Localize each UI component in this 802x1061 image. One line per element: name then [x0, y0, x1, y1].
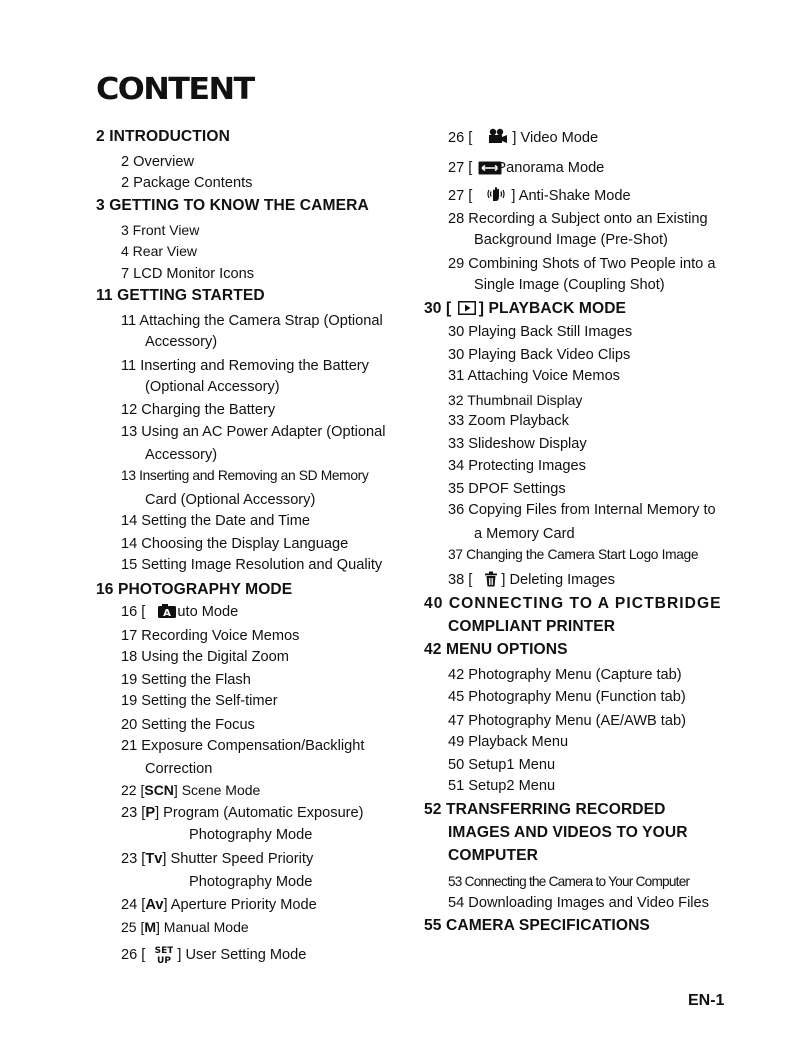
- entry-prefix: 22 [: [121, 782, 145, 798]
- toc-entry[interactable]: 13 Inserting and Removing an SD Memory: [121, 468, 369, 483]
- toc-entry[interactable]: 36 Copying Files from Internal Memory to: [448, 502, 716, 518]
- entry-prefix: 23 [: [121, 805, 146, 821]
- toc-entry[interactable]: [448, 157, 604, 179]
- toc-entry[interactable]: 14 Setting the Date and Time: [121, 513, 311, 529]
- page-title: CONTENT: [96, 72, 254, 107]
- entry-prefix: 26 [: [121, 947, 146, 963]
- entry-prefix: 23 [: [121, 851, 146, 867]
- toc-section[interactable]: [424, 298, 626, 320]
- setup-icon: [155, 943, 173, 965]
- toc-section[interactable]: 16 PHOTOGRAPHY MODE: [96, 581, 293, 598]
- toc-section-continued: IMAGES AND VIDEOS TO YOUR: [448, 824, 688, 841]
- toc-entry[interactable]: 47 Photography Menu (AE/AWB tab): [448, 713, 686, 729]
- svg-text:A: A: [163, 608, 172, 619]
- toc-entry-continued: Photography Mode: [189, 827, 313, 843]
- toc-entry[interactable]: 33 Zoom Playback: [448, 413, 569, 429]
- entry-prefix: 27 [: [448, 160, 473, 176]
- toc-entry[interactable]: 30 Playing Back Video Clips: [448, 347, 631, 363]
- entry-prefix: 38 [: [448, 572, 473, 588]
- toc-entry[interactable]: [121, 943, 306, 966]
- toc-entry[interactable]: 19 Setting the Self-timer: [121, 693, 278, 709]
- toc-entry[interactable]: 54 Downloading Images and Video Files: [448, 895, 709, 911]
- svg-text:UP: UP: [157, 956, 172, 965]
- toc-entry[interactable]: [121, 916, 249, 938]
- toc-entry[interactable]: 49 Playback Menu: [448, 734, 569, 750]
- toc-entry[interactable]: 11 Inserting and Removing the Battery: [121, 358, 369, 374]
- toc-entry[interactable]: 20 Setting the Focus: [121, 717, 255, 733]
- toc-entry-continued: a Memory Card: [474, 526, 575, 542]
- page-number: EN-1: [688, 992, 725, 1009]
- toc-entry[interactable]: 2 Overview: [121, 154, 194, 170]
- toc-entry-continued: Background Image (Pre-Shot): [474, 232, 668, 248]
- toc-section[interactable]: 2 INTRODUCTION: [96, 128, 230, 145]
- entry-label: ] Aperture Priority Mode: [163, 897, 317, 913]
- mode-code: Av: [145, 897, 164, 913]
- camera-auto-icon: [157, 603, 177, 619]
- toc-entry[interactable]: 29 Combining Shots of Two People into a: [448, 256, 716, 272]
- mode-code: P: [145, 805, 156, 821]
- entry-label: uto Mode: [177, 604, 239, 620]
- entry-label: ] PLAYBACK MODE: [478, 300, 627, 317]
- toc-entry[interactable]: 7 LCD Monitor Icons: [121, 266, 255, 282]
- toc-entry[interactable]: 3 Front View: [121, 222, 200, 238]
- mode-code: M: [144, 919, 157, 935]
- entry-prefix: 24 [: [121, 897, 146, 913]
- entry-prefix: 30 [: [424, 300, 452, 317]
- playback-icon: [458, 301, 476, 315]
- toc-entry[interactable]: 18 Using the Digital Zoom: [121, 649, 289, 665]
- toc-section[interactable]: 55 CAMERA SPECIFICATIONS: [424, 917, 650, 934]
- entry-label: Panorama Mode: [496, 160, 605, 176]
- toc-entry-continued: Accessory): [145, 447, 218, 463]
- toc-entry[interactable]: 32 Thumbnail Display: [448, 392, 583, 408]
- toc-entry[interactable]: [121, 894, 317, 916]
- toc-entry[interactable]: 11 Attaching the Camera Strap (Optional: [121, 313, 383, 329]
- toc-entry[interactable]: 50 Setup1 Menu: [448, 757, 556, 773]
- toc-entry[interactable]: 2 Package Contents: [121, 175, 253, 191]
- svg-text:SET: SET: [155, 946, 174, 956]
- toc-entry[interactable]: [121, 802, 364, 824]
- toc-entry[interactable]: 31 Attaching Voice Memos: [448, 368, 620, 384]
- anti-shake-icon: [486, 186, 506, 202]
- toc-section[interactable]: 3 GETTING TO KNOW THE CAMERA: [96, 197, 369, 214]
- mode-code: Tv: [145, 851, 163, 867]
- toc-section-continued: COMPLIANT PRINTER: [448, 618, 616, 635]
- toc-entry[interactable]: [121, 779, 260, 801]
- trash-icon: [484, 571, 498, 587]
- toc-entry[interactable]: 53 Connecting the Camera to Your Computer: [448, 874, 690, 889]
- toc-entry[interactable]: 34 Protecting Images: [448, 458, 586, 474]
- toc-entry[interactable]: 35 DPOF Settings: [448, 481, 566, 497]
- toc-entry[interactable]: 12 Charging the Battery: [121, 402, 276, 418]
- toc-entry[interactable]: [448, 185, 631, 207]
- mode-code: SCN: [144, 782, 174, 798]
- toc-entry[interactable]: [121, 601, 238, 623]
- toc-entry[interactable]: 33 Slideshow Display: [448, 436, 587, 452]
- toc-section[interactable]: 40 CONNECTING TO A PICTBRIDGE: [424, 595, 722, 612]
- toc-entry[interactable]: 28 Recording a Subject onto an Existing: [448, 211, 708, 227]
- entry-label: ] Shutter Speed Priority: [162, 851, 314, 867]
- toc-entry[interactable]: 19 Setting the Flash: [121, 672, 251, 688]
- toc-entry[interactable]: 17 Recording Voice Memos: [121, 628, 300, 644]
- entry-prefix: 16 [: [121, 604, 146, 620]
- toc-entry[interactable]: 14 Choosing the Display Language: [121, 536, 349, 552]
- toc-entry-continued: Single Image (Coupling Shot): [474, 277, 665, 293]
- toc-entry[interactable]: 37 Changing the Camera Start Logo Image: [448, 547, 699, 562]
- entry-label: ] User Setting Mode: [177, 947, 307, 963]
- toc-entry-continued: (Optional Accessory): [145, 379, 280, 395]
- entry-label: ] Manual Mode: [156, 919, 249, 935]
- entry-prefix: 27 [: [448, 188, 473, 204]
- toc-entry[interactable]: 21 Exposure Compensation/Backlight: [121, 738, 365, 754]
- entry-prefix: 26 [: [448, 130, 473, 146]
- entry-label: ] Scene Mode: [173, 782, 261, 798]
- toc-entry-continued: Correction: [145, 761, 213, 777]
- toc-entry[interactable]: 51 Setup2 Menu: [448, 778, 556, 794]
- toc-entry[interactable]: [121, 848, 313, 870]
- toc-section[interactable]: 42 MENU OPTIONS: [424, 641, 568, 658]
- video-camera-icon: [486, 128, 508, 145]
- toc-entry[interactable]: 30 Playing Back Still Images: [448, 324, 633, 340]
- toc-entry-continued: Card (Optional Accessory): [145, 492, 316, 508]
- toc-entry-continued: Accessory): [145, 334, 218, 350]
- toc-section[interactable]: 52 TRANSFERRING RECORDED: [424, 801, 666, 818]
- entry-label: ] Video Mode: [512, 130, 599, 146]
- toc-entry[interactable]: [448, 569, 615, 591]
- entry-label: ] Deleting Images: [501, 572, 615, 588]
- toc-entry[interactable]: 42 Photography Menu (Capture tab): [448, 667, 682, 683]
- entry-label: ] Program (Automatic Exposure): [155, 805, 364, 821]
- entry-label: ] Anti-Shake Mode: [511, 188, 631, 204]
- toc-entry[interactable]: 45 Photography Menu (Function tab): [448, 689, 686, 705]
- entry-prefix: 25 [: [121, 919, 145, 935]
- toc-section[interactable]: 11 GETTING STARTED: [96, 287, 265, 304]
- toc-entry-continued: Photography Mode: [189, 874, 313, 890]
- toc-section-continued: COMPUTER: [448, 847, 539, 864]
- toc-entry[interactable]: 15 Setting Image Resolution and Quality: [121, 557, 383, 573]
- toc-entry[interactable]: [448, 127, 598, 149]
- toc-entry[interactable]: 13 Using an AC Power Adapter (Optional: [121, 424, 386, 440]
- toc-entry[interactable]: 4 Rear View: [121, 243, 198, 259]
